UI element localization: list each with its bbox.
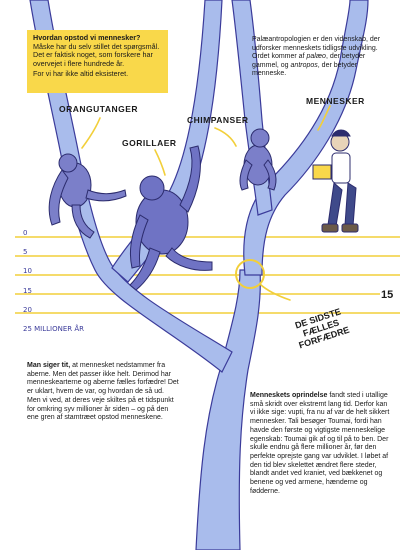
paragraph-left-lead: Man siger tit,	[27, 362, 71, 369]
intro-word-palaeo: palæo	[306, 53, 326, 61]
page-number: 15	[381, 289, 394, 301]
time-scale-lines	[15, 237, 400, 313]
label-orangutans: ORANGUTANGER	[59, 104, 139, 114]
scale-20: 20	[23, 306, 32, 314]
question-box	[27, 30, 168, 93]
intro-word-antropos: antropos	[290, 61, 318, 69]
label-humans: MENNESKER	[306, 96, 365, 106]
intro-text-a: Palæantropologien er den videnskab, der udforsker menneskets tidligste udvikling. Ordet kommer af	[252, 36, 381, 61]
intro-text-c: , der betyder menneske.	[252, 61, 358, 78]
chimpanzee-figure	[240, 129, 276, 190]
question-line2: For vi har ikke altid eksisteret.	[33, 69, 129, 79]
intro-text-b: , der betyder gammel, og	[252, 53, 366, 69]
intro-text	[252, 36, 387, 79]
paragraph-left-body: at mennesket nedstammer fra aberne. Men det passer ikke helt. Derimod har menneskearterne og aberne fælles forfædre! Det er uklart, hvem de var, og hvordan de så ud. Men vi ved, at deres veje skiltes på et tidspunkt for omkring syv millioner år siden – og på den ene gren af stamtræet opstod menneskene.	[27, 362, 179, 422]
question-heading: Hvordan opstod vi mennesker?	[33, 33, 141, 42]
label-chimpanzees: CHIMPANSER	[187, 115, 249, 125]
ancestor-label: DE SIDSTE FÆLLES FORFÆDRE	[293, 306, 351, 351]
scale-15: 15	[23, 287, 32, 295]
label-gorillas: GORILLAER	[122, 138, 177, 148]
paragraph-right	[250, 392, 393, 496]
scale-0: 0	[23, 229, 28, 237]
scale-5: 5	[23, 248, 28, 256]
question-body: Måske har du selv stillet det spørgsmål. Det er faktisk noget, som forskere har overvejet i flere hundrede år.	[33, 41, 160, 68]
paragraph-right-body: fandt sted i utallige små skridt over ekstremt lang tid. Derfor kan vi ikke sige: vupti, fra nu af var de helt sikkert mennesker. Tali besøger Toumai, fordi han havde den første og vigtigste menneskelige egenskab: Toumai gik af og til på to ben. Der skulle endnu gå flere millioner år, før den perfekte oprejste gang var udviklet. I løbet af den tid blev skelettet ændret flere steder, blandt andet ved kraniet, ved bækkenet og benene og ved armene, hænderne og fødderne.	[250, 392, 390, 495]
scale-10: 10	[23, 267, 32, 275]
scale-25: 25 MILLIONER ÅR	[23, 325, 85, 333]
paragraph-left	[27, 362, 179, 423]
paragraph-right-lead: Menneskets oprindelse	[250, 392, 328, 399]
gorilla-figure	[130, 146, 212, 290]
